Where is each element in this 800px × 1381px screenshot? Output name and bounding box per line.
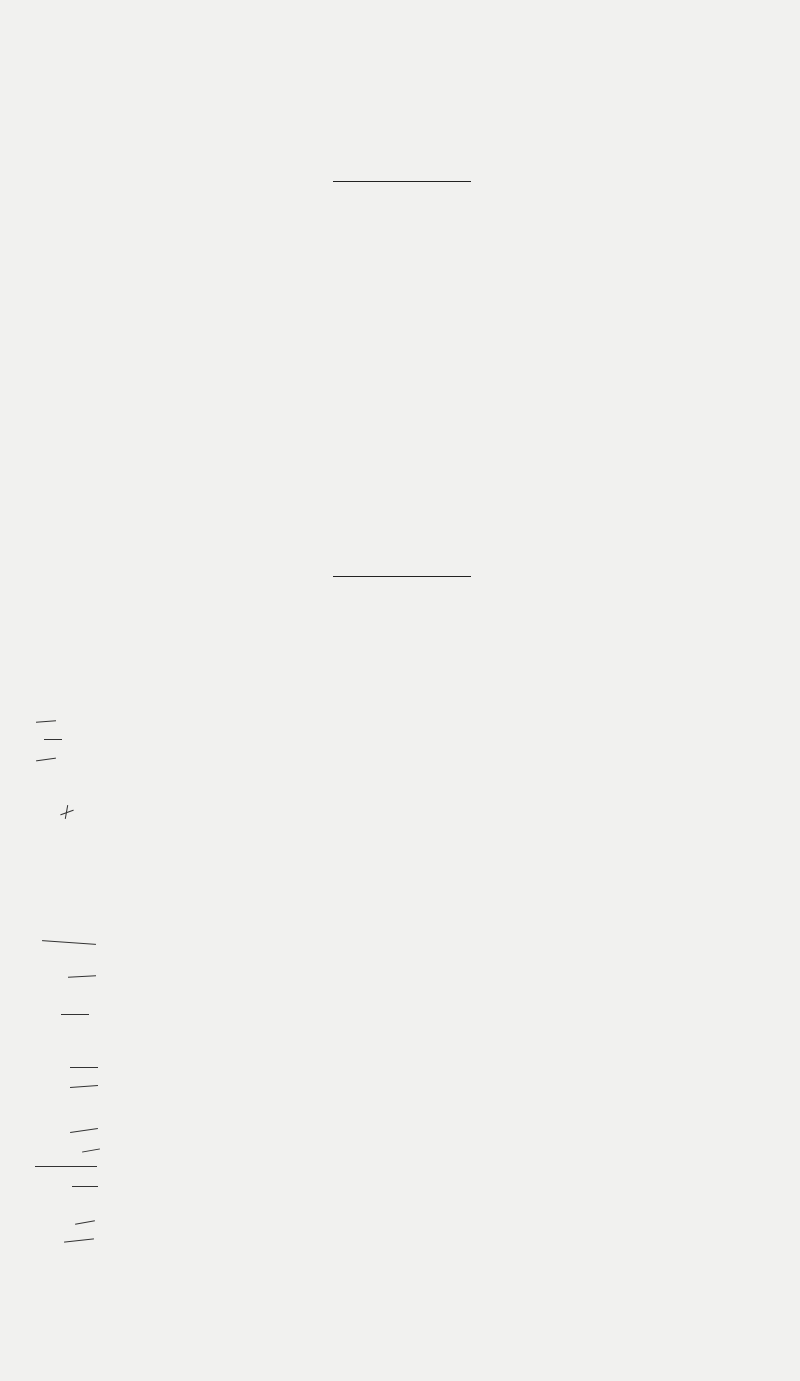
divider-rule (333, 181, 471, 182)
pen-mark (68, 975, 96, 977)
pen-mark (35, 1166, 97, 1167)
pen-mark (61, 1014, 89, 1015)
divider-rule (333, 576, 471, 577)
pen-mark (70, 1128, 98, 1133)
pen-mark (82, 1148, 100, 1152)
pen-mark (36, 758, 56, 762)
pen-mark (44, 739, 62, 740)
pen-mark (70, 1067, 98, 1068)
pen-mark (64, 1238, 94, 1242)
page-header (0, 52, 800, 74)
pen-mark (42, 940, 96, 945)
pen-mark (70, 1085, 98, 1088)
pen-mark (72, 1186, 98, 1187)
pen-mark (36, 720, 56, 722)
pen-mark (75, 1220, 95, 1224)
